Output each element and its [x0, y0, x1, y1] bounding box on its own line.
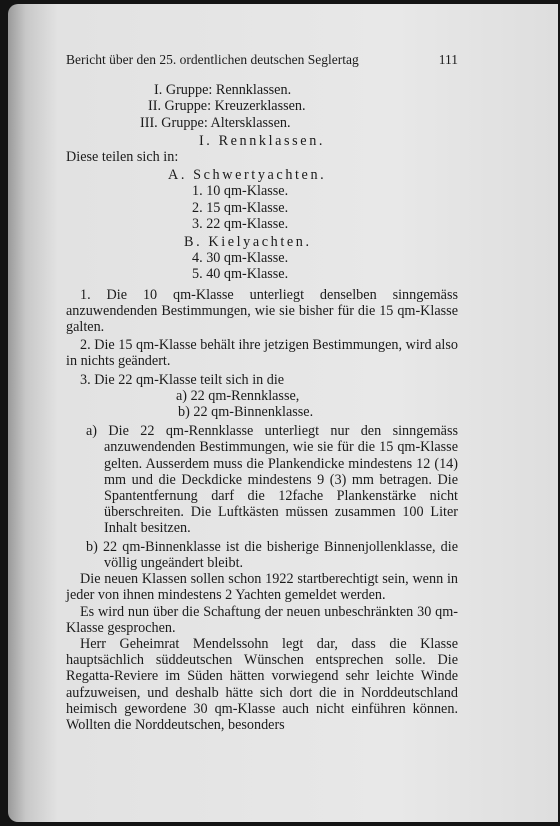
list-item: a) 22 qm-Rennklasse,: [176, 387, 300, 404]
list-item: 1. 10 qm-Klasse.: [192, 183, 289, 200]
group-list: [140, 82, 458, 131]
list-item: b) 22 qm-Binnenklasse.: [178, 404, 314, 421]
book-page: [8, 4, 558, 822]
group-line: II. Gruppe: Kreuzerklassen.: [148, 98, 306, 115]
group-line: I. Gruppe: Rennklassen.: [154, 82, 292, 99]
header-title: Bericht über den 25. ordentlichen deutschen Seglertag: [66, 52, 359, 67]
page-text: [66, 52, 458, 733]
paragraph: Es wird nun über die Schaftung der neuen unbeschränkten 30 qm-Klasse gesprochen.: [66, 603, 458, 636]
list-a: [192, 183, 458, 232]
item-a: a) Die 22 qm-Rennklasse unterliegt nur den sinngemäss anzuwendenden Bestimmungen, wie sie für die 15 qm-Klasse gelten. Ausserdem muss die Plankendicke mindestens 12 (14) mm und die Deckdicke mindestens 9 (3) mm betragen. Die Spantentfernung darf die 12fache Plankenstärke nicht überschreiten. Die Luftkästen müssen zusammen 100 Liter Inhalt besitzen.: [86, 423, 458, 537]
paragraph: 2. Die 15 qm-Klasse behält ihre jetzigen Bestimmungen, wird also in nichts geändert.: [66, 337, 458, 370]
list-b: [192, 250, 458, 282]
page-number: 111: [438, 52, 458, 67]
list-item: 2. 15 qm-Klasse.: [192, 199, 289, 216]
section-heading: I. Rennklassen.: [198, 132, 326, 149]
split-list: [176, 388, 458, 420]
intro-line: Diese teilen sich in:: [66, 149, 179, 166]
item-b: b) 22 qm-Binnenklasse ist die bisherige Binnenjollenklasse, die völlig ungeändert bleibt.: [86, 538, 458, 571]
paragraph: Die neuen Klassen sollen schon 1922 startberechtigt sein, wenn in jeder von ihnen mindestens 2 Yachten gemeldet werden.: [66, 571, 458, 604]
subheading-a: A. Schwertyachten.: [168, 167, 327, 184]
list-item: 4. 30 qm-Klasse.: [192, 250, 289, 267]
paragraph: 1. Die 10 qm-Klasse unterliegt denselben sinngemäss anzuwendenden Bestimmungen, wie sie bisher für die 15 qm-Klasse galten.: [66, 286, 458, 336]
list-item: 3. 22 qm-Klasse.: [192, 215, 289, 232]
group-line: III. Gruppe: Altersklassen.: [140, 114, 291, 131]
subheading-b: B. Kielyachten.: [184, 234, 312, 251]
paragraph: Herr Geheimrat Mendelssohn legt dar, dass die Klasse hauptsächlich süddeutschen Wünschen entsprechen solle. Die Regatta-Reviere im Süden hätten vorwiegend sehr leichte Winde aufzuweisen, und deshalb hätte sich dort die in Norddeutschland heimisch gewordene 30 qm-Klasse auch nicht einführen können. Wollten die Norddeutschen, besonders: [66, 635, 458, 733]
list-item: 5. 40 qm-Klasse.: [192, 266, 289, 283]
running-header: [66, 52, 458, 68]
paragraph: 3. Die 22 qm-Klasse teilt sich in die: [80, 371, 285, 388]
